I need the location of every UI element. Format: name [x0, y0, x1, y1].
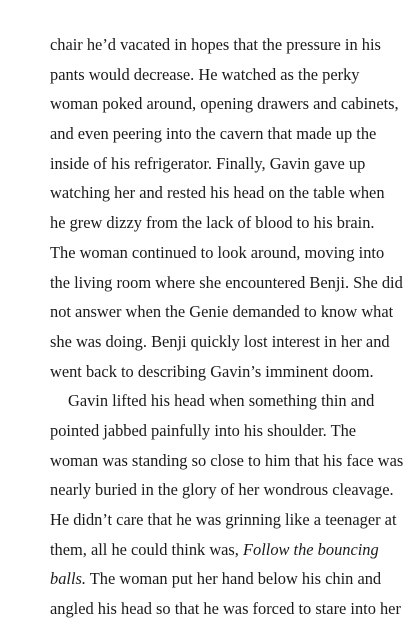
text-line [50, 238, 390, 268]
text-line [50, 297, 394, 327]
text-segment: the living room where she encountered Benji. She did [50, 272, 403, 292]
text-segment: inside of his refrigerator. Finally, Gavin gave up [50, 153, 366, 173]
text-segment: them, all he could think was, [50, 539, 244, 559]
text-segment: The woman put her hand below his chin and [85, 569, 382, 589]
text-line [50, 149, 390, 179]
text-segment: went back to describing Gavin’s imminent doom. [50, 361, 374, 381]
text-segment: angled his head so that he was forced to stare into her [50, 599, 401, 619]
text-segment: pointed jabbed painfully into his shoulder. The [50, 420, 357, 440]
text-line [50, 208, 390, 238]
text-segment: she was doing. Benji quickly lost interest in her and [50, 331, 390, 351]
text-line [50, 475, 394, 505]
text-line [50, 446, 404, 476]
paragraph [50, 386, 404, 624]
paragraph [50, 30, 403, 386]
text-segment: chair he’d vacated in hopes that the pressure in his [50, 35, 381, 54]
text-line [50, 594, 401, 624]
text-line [50, 564, 390, 594]
text-line [50, 505, 397, 535]
text-line [50, 60, 390, 90]
text-segment: pants would decrease. He watched as the perky [50, 64, 360, 84]
text-segment: woman was standing so close to him that his face was [50, 450, 404, 470]
text-line [50, 416, 390, 446]
text-line [50, 268, 403, 298]
text-line [50, 119, 390, 149]
body-text [50, 30, 404, 624]
text-line [50, 386, 390, 416]
text-segment: The woman continued to look around, moving into [50, 242, 385, 262]
italic-text: balls. [50, 569, 86, 589]
text-line [50, 535, 390, 565]
text-segment: He didn’t care that he was grinning like a teenager at [50, 510, 397, 529]
italic-text: Follow the bouncing [243, 539, 379, 559]
text-line [50, 357, 390, 387]
text-segment: he grew dizzy from the lack of blood to his brain. [50, 213, 375, 233]
text-segment: not answer when the Genie demanded to know what [50, 302, 394, 322]
text-line [50, 30, 390, 60]
text-segment: Gavin lifted his head when something thin and [68, 391, 375, 411]
text-line [50, 89, 399, 119]
text-segment: nearly buried in the glory of her wondrous cleavage. [50, 480, 394, 500]
text-segment: woman poked around, opening drawers and cabinets, [50, 94, 399, 114]
text-line [50, 327, 390, 357]
text-segment: and even peering into the cavern that made up the [50, 124, 377, 144]
text-line [50, 178, 390, 208]
text-segment: watching her and rested his head on the table when [50, 183, 385, 203]
